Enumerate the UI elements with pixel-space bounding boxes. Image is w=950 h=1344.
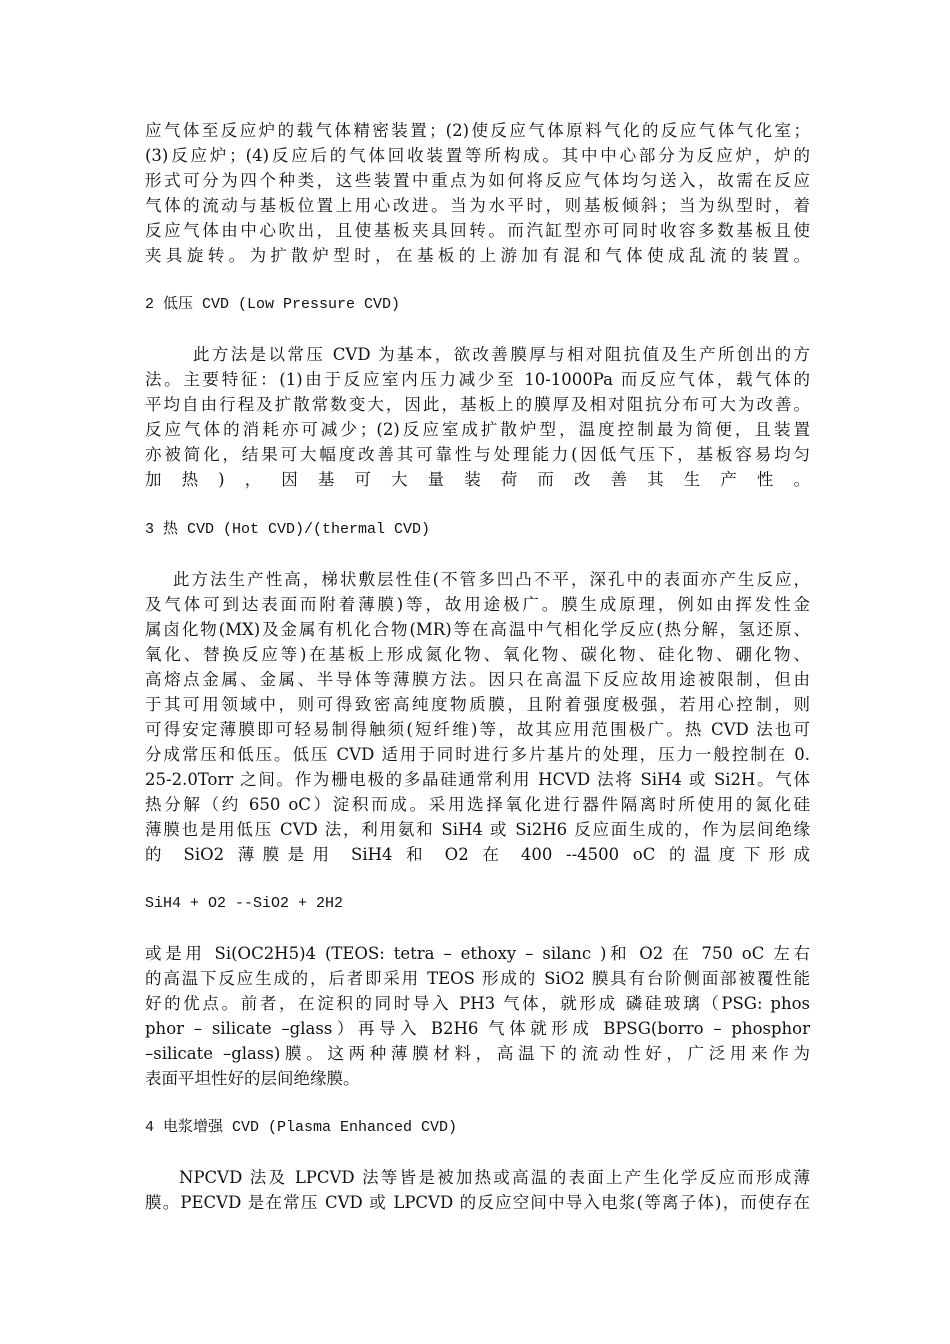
- text-line: 氧化、替换反应等)在基板上形成氮化物、氧化物、碳化物、硅化物、硼化物、: [145, 645, 810, 664]
- text-line: 反应气体由中心吹出，且使基板夹具回转。而汽缸型亦可同时收容多数基板且使: [145, 221, 810, 240]
- text-line: [145, 268, 810, 293]
- text-line: 气体的流动与基板位置上用心改进。当为水平时，则基板倾斜；当为纵型时，着: [145, 196, 810, 215]
- text-line: 热分解（约 650 oC）淀积而成。采用选择氧化进行器件隔离时所使用的氮化硅: [145, 795, 810, 814]
- text-line: (3)反应炉；(4)反应后的气体回收装置等所构成。其中中心部分为反应炉，炉的: [145, 146, 810, 165]
- text-line: 及气体可到达表面而附着薄膜)等，故用途极广。膜生成原理，例如由挥发性金: [145, 595, 810, 614]
- text-line: phor – silicate –glass）再导入 B2H6 气体就形成 BPSG(borro – phosphor: [145, 1019, 810, 1038]
- text-line: 或是用 Si(OC2H5)4 (TEOS: tetra – ethoxy – silanc )和 O2 在 750 oC 左右: [145, 944, 810, 963]
- text-line: 于其可用领域中，则可得致密高纯度物质膜，且附着强度极强，若用心控制，则: [145, 695, 810, 714]
- paragraph-hot-cvd: [145, 567, 810, 892]
- text-line: 反应气体的消耗亦可减少；(2)反应室成扩散炉型，温度控制最为简便，且装置: [145, 420, 810, 439]
- text-line: 的 SiO2 薄膜是用 SiH4 和 O2 在 400 --4500 oC 的温度下形成: [145, 845, 810, 864]
- paragraph-teos-psg-bpsg: [145, 941, 810, 1091]
- text-line: 夹具旋转。为扩散炉型时，在基板的上游加有混和气体使成乱流的装置。: [145, 246, 810, 265]
- paragraph-reactor-overview: [145, 118, 810, 293]
- text-line: 此方法是以常压 CVD 为基本，欲改善膜厚与相对阻抗值及生产所创出的方: [193, 345, 810, 364]
- text-line: 加热)，因基可大量装荷而改善其生产性。: [145, 470, 810, 489]
- text-line: [145, 867, 810, 892]
- text-line: 应气体至反应炉的载气体精密装置；(2)使反应气体原料气化的反应气体气化室；: [145, 121, 810, 140]
- section-heading-low-pressure-cvd: 2 低压 CVD (Low Pressure CVD): [145, 296, 401, 313]
- paragraph-low-pressure-cvd: [145, 342, 810, 517]
- text-line: 此方法生产性高，梯状敷层性佳(不管多凹凸不平，深孔中的表面亦产生反应，: [173, 570, 810, 589]
- text-line: 亦被简化，结果可大幅度改善其可靠性与处理能力(因低气压下，基板容易均匀: [145, 445, 810, 464]
- paragraph-plasma-enhanced-cvd: [145, 1165, 810, 1215]
- chemical-equation: SiH4 + O2 --SiO2 + 2H2: [145, 895, 344, 912]
- text-line: 薄膜也是用低压 CVD 法，利用氨和 SiH4 或 Si2H6 反应面生成的，作为层间绝缘: [145, 820, 810, 839]
- text-line: NPCVD 法及 LPCVD 法等皆是被加热或高温的表面上产生化学反应而形成薄: [179, 1168, 810, 1187]
- section-heading-plasma-enhanced-cvd: 4 电浆增强 CVD (Plasma Enhanced CVD): [145, 1119, 458, 1136]
- section-heading-hot-cvd: 3 热 CVD (Hot CVD)/(thermal CVD): [145, 521, 431, 538]
- text-line: 平均自由行程及扩散常数变大，因此，基板上的膜厚及相对阻抗分布可大为改善。: [145, 395, 810, 414]
- text-line: 的高温下反应生成的，后者即采用 TEOS 形成的 SiO2 膜具有台阶侧面部被覆性能: [145, 969, 810, 988]
- text-line: 高熔点金属、金属、半导体等薄膜方法。因只在高温下反应故用途被限制，但由: [145, 670, 810, 689]
- text-line: 好的优点。前者，在淀积的同时导入 PH3 气体，就形成 磷硅玻璃（PSG: phos: [145, 994, 810, 1013]
- text-line: 25-2.0Torr 之间。作为栅电极的多晶硅通常利用 HCVD 法将 SiH4 或 Si2H。气体: [145, 770, 810, 789]
- text-line: 膜。PECVD 是在常压 CVD 或 LPCVD 的反应空间中导入电浆(等离子体)，而使存在: [145, 1193, 810, 1212]
- text-line: 属卤化物(MX)及金属有机化合物(MR)等在高温中气相化学反应(热分解，氢还原、: [145, 620, 810, 639]
- text-line: –silicate –glass)膜。这两种薄膜材料，高温下的流动性好，广泛用来作为: [145, 1044, 810, 1063]
- text-line: 形式可分为四个种类，这些装置中重点为如何将反应气体均匀送入，故需在反应: [145, 171, 810, 190]
- text-line: [145, 492, 810, 517]
- text-line: 可得安定薄膜即可轻易制得触须(短纤维)等，故其应用范围极广。热 CVD 法也可: [145, 720, 810, 739]
- text-line: 表面平坦性好的层间绝缘膜。: [145, 1069, 360, 1088]
- text-line: 分成常压和低压。低压 CVD 适用于同时进行多片基片的处理，压力一般控制在 0.: [145, 745, 810, 764]
- text-line: 法。主要特征：(1)由于反应室内压力减少至 10-1000Pa 而反应气体，载气体的: [145, 370, 810, 389]
